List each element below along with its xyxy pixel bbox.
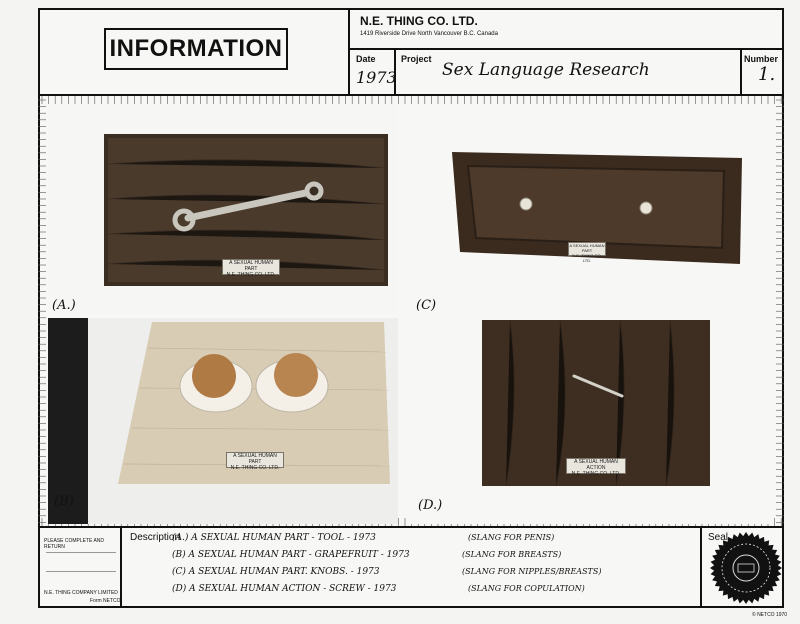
footer-top-line (38, 526, 784, 528)
plaque-d-line1: A SEXUAL HUMAN ACTION (574, 459, 618, 471)
return-lines (46, 552, 116, 572)
number-value: 1. (758, 64, 776, 85)
company-address: 1419 Riverside Drive North Vancouver B.C. Canada (360, 31, 498, 37)
caption-c: (C) (416, 298, 437, 313)
return-instruction: PLEASE COMPLETE AND RETURN (44, 538, 105, 550)
plaque-d (566, 458, 626, 477)
plaque-a-line1: A SEXUAL HUMAN PART (229, 260, 273, 272)
form-number: Form NETCO (90, 598, 121, 604)
description-b: (B) A SEXUAL HUMAN PART - GRAPEFRUIT - 1973 (172, 550, 410, 560)
photo-a-wrench (48, 104, 398, 314)
date-value: 1973 (356, 68, 397, 87)
footer-left-divider (120, 526, 122, 608)
description-label: Description (130, 532, 181, 543)
description-d: (D) A SEXUAL HUMAN ACTION - SCREW - 1973 (172, 584, 397, 594)
description-a: (A.) A SEXUAL HUMAN PART - TOOL - 1973 (172, 533, 376, 543)
number-divider (740, 48, 742, 96)
plaque-b (226, 452, 284, 471)
project-label: Project (401, 54, 432, 64)
plaque-b-line1: A SEXUAL HUMAN PART (233, 453, 277, 465)
project-value: Sex Language Research (442, 60, 650, 80)
plaque-c-line2: N.E. THING CO. LTD. (572, 253, 602, 263)
company-name: N.E. THING CO. LTD. (360, 14, 478, 28)
plaque-a (222, 259, 280, 278)
footer-right-divider (700, 526, 702, 608)
caption-a: (A.) (52, 298, 76, 313)
plaque-d-line2: N.E. THING CO. LTD. (571, 471, 621, 477)
date-label: Date (356, 54, 376, 64)
photo-b-grapefruit (48, 318, 398, 524)
header-row-line (348, 48, 784, 50)
description-d-note: (SLANG FOR COPULATION) (468, 584, 585, 593)
plaque-c-line1: A SEXUAL HUMAN PART (569, 243, 605, 253)
seal-label: Seal (708, 532, 729, 543)
caption-d: (D.) (418, 498, 443, 513)
photo-d-screw (410, 318, 772, 524)
copyright-text: © NETCO 1970 (752, 612, 788, 618)
plaque-a-line2: N.E. THING CO. LTD. (226, 272, 276, 278)
description-c: (C) A SEXUAL HUMAN PART. KNOBS. - 1973 (172, 567, 380, 577)
description-b-note: (SLANG FOR BREASTS) (462, 550, 562, 559)
header-divider (348, 8, 350, 96)
form-title: INFORMATION (104, 28, 288, 70)
caption-b: (B) (54, 494, 74, 509)
plaque-b-line2: N.E. THING CO. LTD. (230, 465, 280, 471)
plaque-c (568, 242, 606, 263)
photo-c-knobs (410, 104, 772, 314)
number-label: Number (744, 54, 779, 64)
company-footer-name: N.E. THING COMPANY LIMITED (44, 590, 118, 596)
company-seal-icon (704, 528, 784, 606)
description-c-note: (SLANG FOR NIPPLES/BREASTS) (462, 567, 602, 576)
description-a-note: (SLANG FOR PENIS) (468, 533, 555, 542)
